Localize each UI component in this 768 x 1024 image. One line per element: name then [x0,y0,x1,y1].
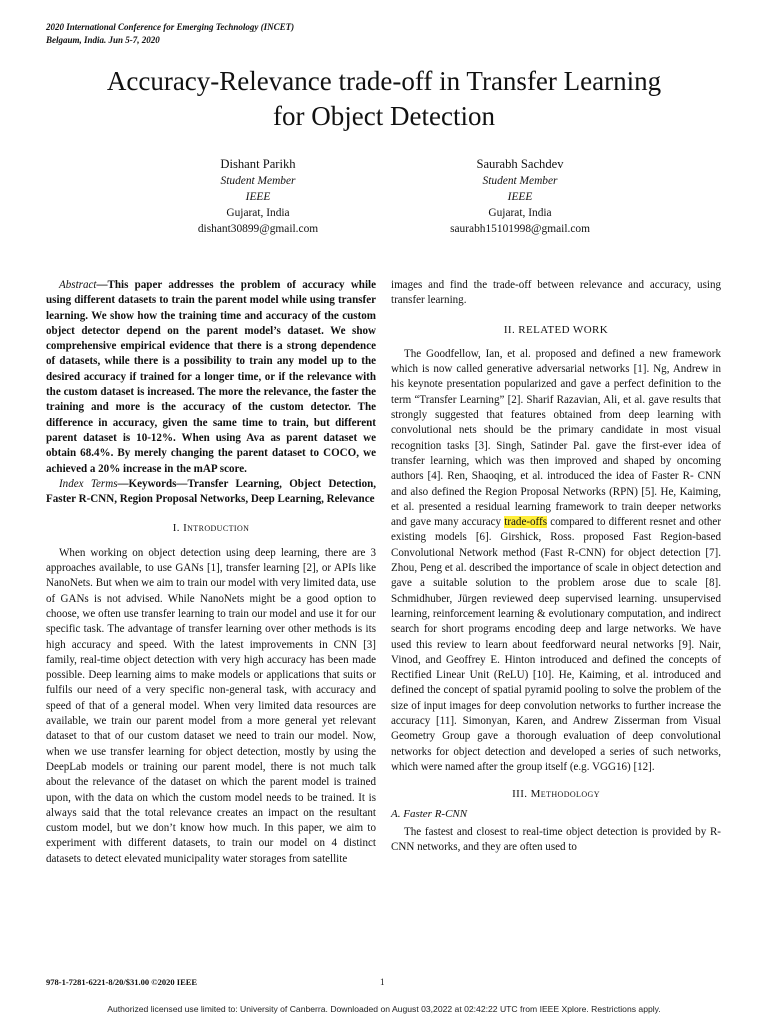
authorized-use-notice: Authorized licensed use limited to: University of Canberra. Downloaded on August 03,2022 at 02:42:22 UTC from IEEE Xplore. Restrictions apply. [107,1004,661,1014]
index-terms [46,477,376,508]
section-heading-related-work [391,323,721,338]
intro-continuation: images and find the trade-off between relevance and accuracy, using transfer learning. [391,279,721,307]
methodology-paragraph: The fastest and closest to real-time object detection is provided by R-CNN networks, and they are often used to [391,825,721,854]
section-title: RELATED WORK [518,323,609,336]
section-title: Methodology [530,788,600,801]
abstract [46,278,376,477]
left-column [46,278,376,867]
author-place: Gujarat, India [226,207,290,219]
author-block-1 [128,156,388,237]
related-text-before: The Goodfellow, Ian, et al. proposed and defined a new framework which is now called generative adversarial networks [1]. Ng, Andrew in his keynote presentation popularized and gave a perfect definition to the term “Transfer Learning” [2]. Sharif Razavian, Ali, et al. gave results that strongly suggested that features obtained from deep learning with convolutional nets should be the primary candidate in most visual recognition tasks [3]. Singh, Satinder Pal. gave the first-ever idea of transfer learning, which was then improved and shaped by oncoming authors [4]. Ren, Shaoqing, et al. introduced the idea of Faster R- CNN and also defined the Region Proposal Networks (RPN) [5]. He, Kaiming, et al. presented a residual learning framework to train deeper networks and gave many accuracy [391,347,721,529]
abstract-label: Abstract [59,279,97,291]
conference-header [46,21,294,47]
author-email: dishant30899@gmail.com [197,223,319,235]
right-column [391,278,721,855]
author-block-2 [390,156,650,237]
author-name: Dishant Parikh [220,157,296,171]
conference-location: Belgaum, India. Jun 5-7, 2020 [46,35,160,45]
index-terms-text: —Keywords—Transfer Learning, Object Detection, Faster R-CNN, Region Proposal Networks, Deep Learning, Relevance [46,477,376,506]
isbn-footer: 978-1-7281-6221-8/20/$31.00 ©2020 IEEE [46,977,198,987]
index-terms-label: Index Terms [59,477,118,490]
title-line-1: Accuracy-Relevance trade-off in Transfer Learning [106,66,662,96]
author-org: IEEE [507,191,533,203]
title-line-2: for Object Detection [273,101,495,131]
author-role: Student Member [482,175,558,187]
section-heading-introduction [46,521,376,536]
section-number: I. [172,522,180,535]
author-role: Student Member [220,175,296,187]
author-org: IEEE [245,191,271,203]
paper-title [40,64,728,134]
intro-paragraph: When working on object detection using deep learning, there are 3 approaches available, to use GANs [1], transfer learning [2], or APIs like NanoNets. But when we aim to train our model with very limited data, use of GANs is not advised. While NanoNets might be a good option to choose, we often use transfer learning to train our model and use it for our specific task. The advantage of transfer learning over other methods is its high accuracy and speed. With the latest improvements in CNN [3] family, real-time object detection with very high accuracy has been made possible. Deep learning aims to make models or applications that suits or fulfils our need of a very specific non-general task, with accuracy and speed of that of a general model. When very limited data resources are available, we train our parent model from a more general yet relevant dataset to that of our custom dataset we need to train our model. Now, when we use transfer learning for object detection, mostly by using the DeepLab models or training our parent model, there is not much talk about the relevance of the dataset on which the parent model is trained upon, with the data on which the custom model needs to be trained. It is always said that the total relevance creates an impact on the resultant custom model, but we don’t know how much. In this paper, we aim to experiment with different datasets, to train our model on 4 distinct datasets to detect elevated municipality water storages from satellite [46,546,376,865]
subsection-heading-faster-rcnn: A. Faster R-CNN [391,807,468,820]
conference-name: 2020 International Conference for Emerging Technology (INCET) [46,22,295,32]
section-title: Introduction [183,522,250,535]
section-number: III. [512,788,528,801]
section-heading-methodology [391,787,721,802]
page-number: 1 [380,977,385,987]
related-text-after: compared to different resnet and other existing models [6]. Girshick, Ross. proposed Fast Region-based Convolutional Network method (Fast R-CNN) for object detection [7]. Zhou, Peng et al. described the importance of scale in object detection and gave a suitable solution to the problem arose due to scale [8]. Schmidhuber, Jürgen reviewed deep supervised learning. unsupervised learning, reinforcement learning & evolutionary computation, and indirect search for short programs encoding deep and large networks. We have used this review to learn about feedforward neural networks [9]. Nair, Vinod, and Geoffrey E. Hinton introduced and defined the concepts of Rectified Linear Unit (ReLU) [10]. He, Kaiming, et al. introduced and defined the concept of spatial pyramid pooling to solve the problem of the size of input images for deep convolution networks to further increase the accuracy [11]. Simonyan, Karen, and Andrew Zisserman from Visual Geometry Group gave a thorough evaluation of deep convolutional networks for object detection and developed a series of such networks, which were named after the group itself (e.g. VGG16) [12]. [391,516,722,773]
author-name: Saurabh Sachdev [476,157,564,171]
related-work-paragraph [391,347,721,775]
section-number: II. [503,323,516,336]
author-place: Gujarat, India [488,207,552,219]
author-email: saurabh15101998@gmail.com [450,223,590,235]
highlighted-text: trade-offs [504,516,548,529]
abstract-text: —This paper addresses the problem of accuracy while using different datasets to train the parent model while using transfer learning. We show how the training time and accuracy of the custom object detector depend on the parent model’s dataset. We show comprehensive empirical evidence that there is a strong dependence of datasets, while there is a possibility to train any model up to the desired accuracy if trained for a longer time, or if the relevance with the custom dataset is increased. The more the relevance, the faster the training and more is the accuracy of the custom detector. The difference in accuracy, given the same time to train, but different parent dataset is 10-12%. When using Ava as parent dataset we obtain 68.4%. By merely changing the parent dataset to COCO, we achieved a 20% increase in the mAP score. [46,279,376,475]
